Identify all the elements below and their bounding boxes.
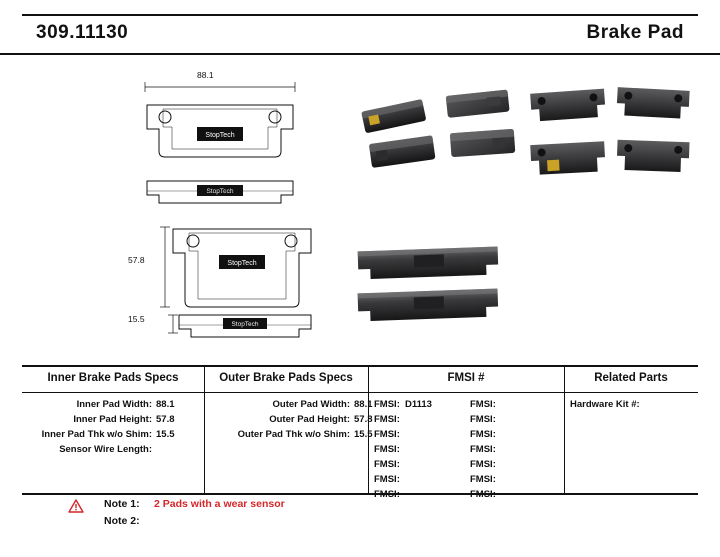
fmsi-right-label-5: FMSI:	[470, 474, 496, 485]
pad-side-view-top	[135, 173, 315, 213]
outer-label-2: Outer Pad Thk w/o Shim:	[237, 429, 350, 440]
pad-photo-pair-edge	[352, 235, 512, 325]
fmsi-right-label-2: FMSI:	[470, 429, 496, 440]
inner-label-0: Inner Pad Width:	[76, 399, 152, 410]
outer-label-0: Outer Pad Width:	[272, 399, 350, 410]
pad-photo-group-front	[355, 77, 535, 187]
dimension-thickness-label: 15.5	[128, 314, 145, 324]
column-divider-3	[564, 367, 565, 495]
fmsi-left-label-4: FMSI:	[374, 459, 400, 470]
col-header-related: Related Parts	[594, 372, 668, 384]
fmsi-right-label-6: FMSI:	[470, 489, 496, 500]
column-divider-1	[204, 367, 205, 495]
col-header-inner: Inner Brake Pads Specs	[47, 372, 179, 384]
pad-photo-group-back	[525, 77, 695, 192]
outer-label-1: Outer Pad Height:	[269, 414, 350, 425]
spec-table	[22, 365, 698, 500]
inner-value-1: 57.8	[156, 414, 175, 425]
note-1-text: 2 Pads with a wear sensor	[154, 498, 285, 510]
dimension-width-label: 88.1	[197, 70, 214, 80]
note-1-label: Note 1:	[104, 498, 140, 510]
fmsi-right-label-3: FMSI:	[470, 444, 496, 455]
fmsi-right-label-1: FMSI:	[470, 414, 496, 425]
warning-icon	[68, 499, 84, 513]
fmsi-left-label-1: FMSI:	[374, 414, 400, 425]
fmsi-left-value-0: D1113	[405, 399, 432, 410]
svg-text:StopTech: StopTech	[227, 260, 257, 267]
inner-value-0: 88.1	[156, 399, 175, 410]
drawing-area	[0, 55, 720, 355]
outer-value-2: 15.5	[354, 429, 373, 440]
page-title: Brake Pad	[586, 22, 684, 43]
col-header-outer: Outer Brake Pads Specs	[219, 372, 353, 384]
inner-label-3: Sensor Wire Length:	[59, 444, 152, 455]
note-row-1	[22, 498, 698, 515]
svg-text:StopTech: StopTech	[206, 188, 234, 195]
inner-value-2: 15.5	[156, 429, 175, 440]
header-top-rule	[22, 14, 698, 16]
svg-text:StopTech: StopTech	[231, 321, 259, 328]
dimension-height-label: 57.8	[128, 255, 145, 265]
note-row-2	[22, 515, 698, 532]
fmsi-left-label-5: FMSI:	[374, 474, 400, 485]
note-2-label: Note 2:	[104, 515, 140, 527]
svg-text:StopTech: StopTech	[205, 132, 235, 139]
inner-label-1: Inner Pad Height:	[73, 414, 152, 425]
pad-front-view-top	[135, 77, 315, 177]
related-label-0: Hardware Kit #:	[570, 399, 640, 410]
inner-label-2: Inner Pad Thk w/o Shim:	[41, 429, 152, 440]
outer-value-1: 57.8	[354, 414, 373, 425]
notes-section	[22, 498, 698, 532]
fmsi-right-label-4: FMSI:	[470, 459, 496, 470]
page-header	[0, 0, 720, 55]
part-number: 309.11130	[36, 22, 129, 43]
fmsi-left-label-3: FMSI:	[374, 444, 400, 455]
outer-value-0: 88.1	[354, 399, 373, 410]
fmsi-right-label-0: FMSI:	[470, 399, 496, 410]
spec-table-header-row	[22, 367, 698, 393]
fmsi-left-label-6: FMSI:	[374, 489, 400, 500]
fmsi-left-label-0: FMSI:	[374, 399, 400, 410]
fmsi-left-label-2: FMSI:	[374, 429, 400, 440]
col-header-fmsi: FMSI #	[447, 372, 485, 384]
pad-side-view-bottom	[135, 305, 325, 347]
